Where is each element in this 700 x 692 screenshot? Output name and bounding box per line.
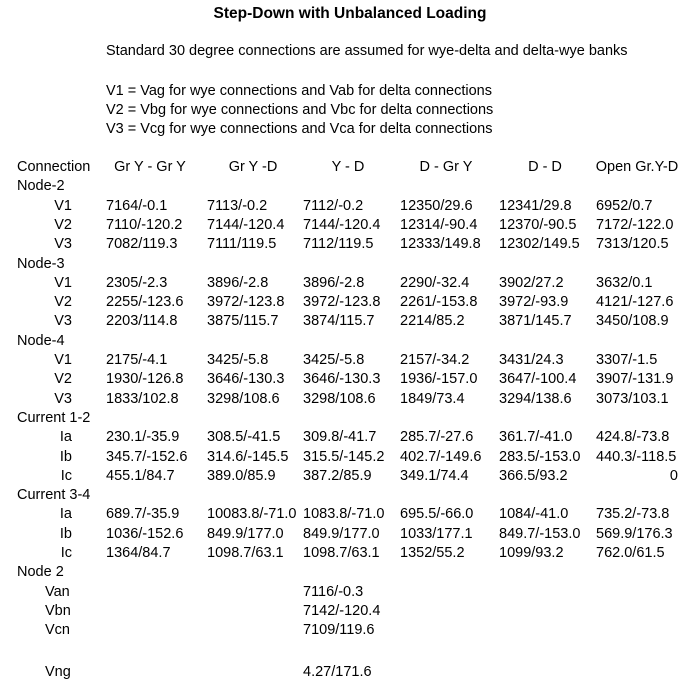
- column-header: Y - D: [331, 159, 365, 175]
- row-label: V3: [54, 390, 72, 407]
- table-cell: 309.8/-41.7: [303, 429, 377, 446]
- table-cell: 3647/-100.4: [499, 371, 577, 388]
- table-cell: 3646/-130.3: [207, 371, 285, 388]
- table-cell: 1036/-152.6: [106, 525, 184, 542]
- table-cell: 1833/102.8: [106, 390, 179, 407]
- table-cell: 0: [669, 467, 678, 484]
- table-cell: 455.1/84.7: [106, 467, 175, 484]
- table-cell: 308.5/-41.5: [207, 429, 281, 446]
- section-label: Node-2: [17, 178, 65, 195]
- table-cell: 7164/-0.1: [106, 197, 168, 214]
- table-cell: 12370/-90.5: [499, 216, 577, 233]
- page-title: Step-Down with Unbalanced Loading: [213, 5, 487, 22]
- table-cell: 3450/108.9: [596, 313, 669, 330]
- definition-v3: V3 = Vcg for wye connections and Vca for delta connections: [106, 121, 493, 137]
- table-cell: 3871/145.7: [499, 313, 572, 330]
- table-cell: 695.5/-66.0: [400, 506, 474, 523]
- section-label: Node-4: [17, 332, 65, 349]
- table-cell: 7313/120.5: [596, 236, 669, 253]
- table-cell: 7142/-120.4: [303, 602, 381, 619]
- table-cell: 1033/177.1: [400, 525, 473, 542]
- table-cell: 569.9/176.3: [596, 525, 673, 542]
- table-cell: 12314/-90.4: [400, 216, 478, 233]
- definition-v1: V1 = Vag for wye connections and Vab for delta connections: [106, 83, 492, 99]
- table-cell: 3907/-131.9: [596, 371, 674, 388]
- table-corner-label: Connection: [17, 159, 91, 175]
- table-cell: 1352/55.2: [400, 545, 465, 561]
- definition-v2: V2 = Vbg for wye connections and Vbc for delta connections: [106, 102, 494, 118]
- table-cell: 2214/85.2: [400, 313, 465, 330]
- row-label: Vng: [45, 663, 71, 680]
- table-cell: 7172/-122.0: [596, 216, 674, 233]
- table-cell: 6952/0.7: [596, 197, 653, 214]
- table-cell: 3298/108.6: [207, 390, 280, 407]
- table-cell: 349.1/74.4: [400, 467, 469, 484]
- table-cell: 1084/-41.0: [499, 506, 569, 523]
- table-cell: 7111/119.5: [207, 236, 277, 253]
- table-cell: 849.9/177.0: [207, 525, 284, 542]
- table-cell: 12350/29.6: [400, 197, 473, 214]
- table-cell: 4121/-127.6: [596, 294, 674, 311]
- table-cell: 7110/-120.2: [106, 216, 183, 233]
- row-label: V3: [54, 313, 72, 330]
- table-cell: 1849/73.4: [400, 390, 465, 407]
- table-cell: 2290/-32.4: [400, 274, 470, 291]
- row-label: Ic: [60, 545, 72, 561]
- table-cell: 3972/-123.8: [303, 294, 381, 311]
- table-cell: 283.5/-153.0: [499, 448, 581, 465]
- row-label: Van: [45, 583, 70, 600]
- table-cell: 4.27/171.6: [303, 663, 372, 680]
- column-header: Gr Y -D: [228, 159, 278, 175]
- row-label: Ib: [59, 448, 72, 465]
- table-cell: 361.7/-41.0: [499, 429, 573, 446]
- table-cell: 3902/27.2: [499, 274, 564, 291]
- row-label: V1: [54, 197, 72, 214]
- table-cell: 3425/-5.8: [303, 352, 365, 368]
- table-cell: 3632/0.1: [596, 274, 653, 291]
- section-label: Node-3: [17, 255, 65, 272]
- table-cell: 3896/-2.8: [303, 274, 365, 291]
- table-cell: 10083.8/-71.0: [207, 506, 297, 523]
- table-cell: 230.1/-35.9: [106, 429, 180, 446]
- table-cell: 1098.7/63.1: [207, 545, 284, 561]
- column-header: D - D: [528, 159, 562, 175]
- table-cell: 2255/-123.6: [106, 294, 184, 311]
- table-cell: 440.3/-118.5: [596, 448, 677, 465]
- table-cell: 12341/29.8: [499, 197, 572, 214]
- table-cell: 2157/-34.2: [400, 352, 470, 368]
- row-label: Ia: [59, 429, 72, 446]
- table-cell: 3073/103.1: [596, 390, 669, 407]
- table-cell: 2305/-2.3: [106, 274, 168, 291]
- row-label: Vcn: [45, 622, 70, 639]
- table-cell: 1098.7/63.1: [303, 545, 380, 561]
- table-cell: 3294/138.6: [499, 390, 572, 407]
- table-cell: 7082/119.3: [106, 236, 178, 253]
- table-cell: 3646/-130.3: [303, 371, 381, 388]
- table-cell: 762.0/61.5: [596, 545, 665, 561]
- table-cell: 2261/-153.8: [400, 294, 478, 311]
- table-cell: 1930/-126.8: [106, 371, 184, 388]
- table-cell: 2203/114.8: [106, 313, 178, 330]
- row-label: Ic: [60, 467, 72, 484]
- table-cell: 12302/149.5: [499, 236, 580, 253]
- table-cell: 387.2/85.9: [303, 467, 372, 484]
- table-cell: 3874/115.7: [303, 313, 375, 330]
- table-cell: 1083.8/-71.0: [303, 506, 385, 523]
- row-label: V1: [54, 274, 72, 291]
- table-cell: 1364/84.7: [106, 545, 171, 561]
- row-label: V1: [54, 352, 72, 368]
- column-header: Gr Y - Gr Y: [114, 159, 186, 175]
- section-label: Node 2: [17, 564, 64, 581]
- section-label: Current 1-2: [17, 409, 91, 426]
- row-label: V3: [54, 236, 72, 253]
- table-cell: 849.9/177.0: [303, 525, 380, 542]
- section-label: Current 3-4: [17, 487, 91, 504]
- table-cell: 7144/-120.4: [303, 216, 381, 233]
- table-cell: 3298/108.6: [303, 390, 376, 407]
- table-cell: 3431/24.3: [499, 352, 564, 368]
- row-label: V2: [54, 216, 72, 233]
- table-cell: 2175/-4.1: [106, 352, 168, 368]
- table-cell: 7113/-0.2: [207, 197, 268, 214]
- table-cell: 7112/119.5: [303, 236, 374, 253]
- table-cell: 389.0/85.9: [207, 467, 276, 484]
- table-cell: 285.7/-27.6: [400, 429, 474, 446]
- table-cell: 3875/115.7: [207, 313, 279, 330]
- row-label: Vbn: [45, 602, 71, 619]
- intro-text: Standard 30 degree connections are assumed for wye-delta and delta-wye banks: [106, 43, 628, 59]
- table-cell: 7144/-120.4: [207, 216, 285, 233]
- table-cell: 1936/-157.0: [400, 371, 478, 388]
- row-label: Ia: [59, 506, 72, 523]
- table-cell: 7112/-0.2: [303, 197, 364, 214]
- table-cell: 7116/-0.3: [303, 583, 364, 600]
- column-header: D - Gr Y: [419, 159, 473, 175]
- table-cell: 3896/-2.8: [207, 274, 269, 291]
- table-cell: 3972/-123.8: [207, 294, 285, 311]
- row-label: V2: [54, 371, 72, 388]
- table-cell: 315.5/-145.2: [303, 448, 385, 465]
- table-cell: 735.2/-73.8: [596, 506, 670, 523]
- table-cell: 314.6/-145.5: [207, 448, 289, 465]
- table-cell: 689.7/-35.9: [106, 506, 180, 523]
- table-cell: 3307/-1.5: [596, 352, 658, 368]
- table-cell: 3972/-93.9: [499, 294, 569, 311]
- table-cell: 1099/93.2: [499, 545, 564, 561]
- table-cell: 402.7/-149.6: [400, 448, 482, 465]
- table-cell: 3425/-5.8: [207, 352, 269, 368]
- table-cell: 12333/149.8: [400, 236, 481, 253]
- table-cell: 345.7/-152.6: [106, 448, 188, 465]
- row-label: V2: [54, 294, 72, 311]
- table-cell: 424.8/-73.8: [596, 429, 670, 446]
- table-cell: 7109/119.6: [303, 622, 375, 639]
- table-cell: 849.7/-153.0: [499, 525, 581, 542]
- table-cell: 366.5/93.2: [499, 467, 568, 484]
- row-label: Ib: [59, 525, 72, 542]
- column-header: Open Gr.Y-D: [595, 159, 679, 175]
